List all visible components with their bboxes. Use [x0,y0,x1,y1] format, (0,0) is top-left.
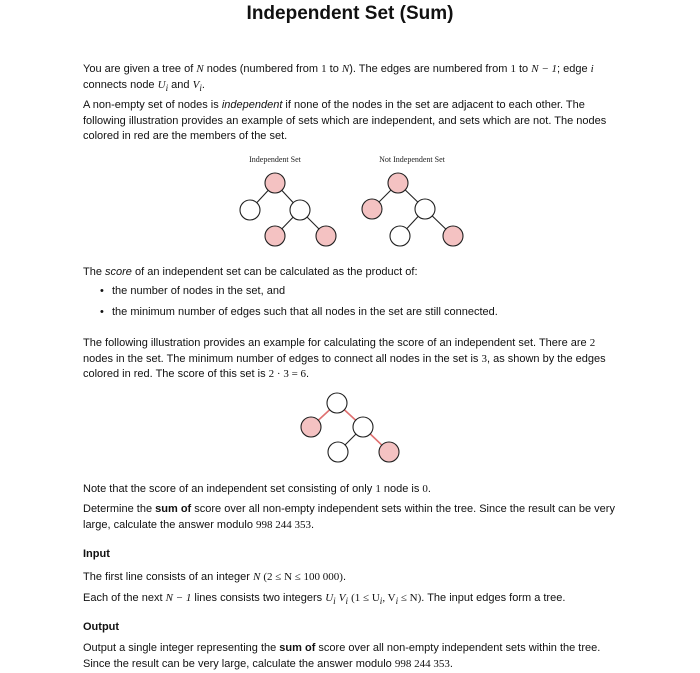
tree-node [353,417,373,437]
score-bullet-list [100,284,620,320]
independent-set-figure [225,150,475,255]
label-not-independent-set: Not Independent Set [379,155,445,164]
input-heading: Input [83,548,110,560]
tree-node-member [316,226,336,246]
input-line-2: Each of the next N − 1 lines consists two integers $U_i$ $V_i$ ($1 \le U_i$, $V_i \le N$). The input edges form a tree. [83,592,566,607]
task-paragraph: Determine the sum of score over all non-empty independent sets within the tree. Since the result can be very large, calculate the answer modulo 998 244 353. [83,503,615,531]
note-paragraph: Note that the score of an independent set consisting of only 1 node is 0. [83,483,431,495]
tree-node-member [379,442,399,462]
input-line-1: The first line consists of an integer N (2 ≤ N ≤ 100 000). [83,571,347,583]
label-independent-set: Independent Set [249,155,301,164]
tree-node [327,393,347,413]
definition-paragraph: A non-empty set of nodes is independent if none of the nodes in the set are adjacent to each other. The following illustration provides an example of sets which are independent, and sets which are not. The nodes colored in red are the members of the set. [83,99,607,142]
tree-node-member [443,226,463,246]
tree-node [328,442,348,462]
tree-node-member [301,417,321,437]
score-intro: The score of an independent set can be calculated as the product of: [83,266,418,278]
intro-paragraph: You are given a tree of N nodes (numbered from 1 to N). The edges are numbered from 1 to N − 1; edge i connects node $U_i$ and $V_i$. [83,63,594,93]
tree-node-member [265,173,285,193]
score-example-figure [295,390,410,468]
tree-node [415,199,435,219]
tree-node-member [362,199,382,219]
tree-node [240,200,260,220]
tree-node [290,200,310,220]
tree-node-member [265,226,285,246]
tree-node [390,226,410,246]
list-item: • the number of nodes in the set, and [100,284,620,299]
page-title: Independent Set (Sum) [246,3,454,24]
example-paragraph: The following illustration provides an example for calculating the score of an independent set. There are 2 nodes in the set. The minimum number of edges to connect all nodes in the set is 3, as shown by the edges colored in red. The score of this set is 2 · 3 = 6. [83,337,606,380]
output-heading: Output [83,621,120,633]
output-paragraph: Output a single integer representing the sum of score over all non-empty independent sets within the tree. Since the result can be very large, calculate the answer modulo 998 244 353. [83,642,601,670]
list-item: • the minimum number of edges such that all nodes in the set are still connected. [100,305,620,320]
tree-node-member [388,173,408,193]
